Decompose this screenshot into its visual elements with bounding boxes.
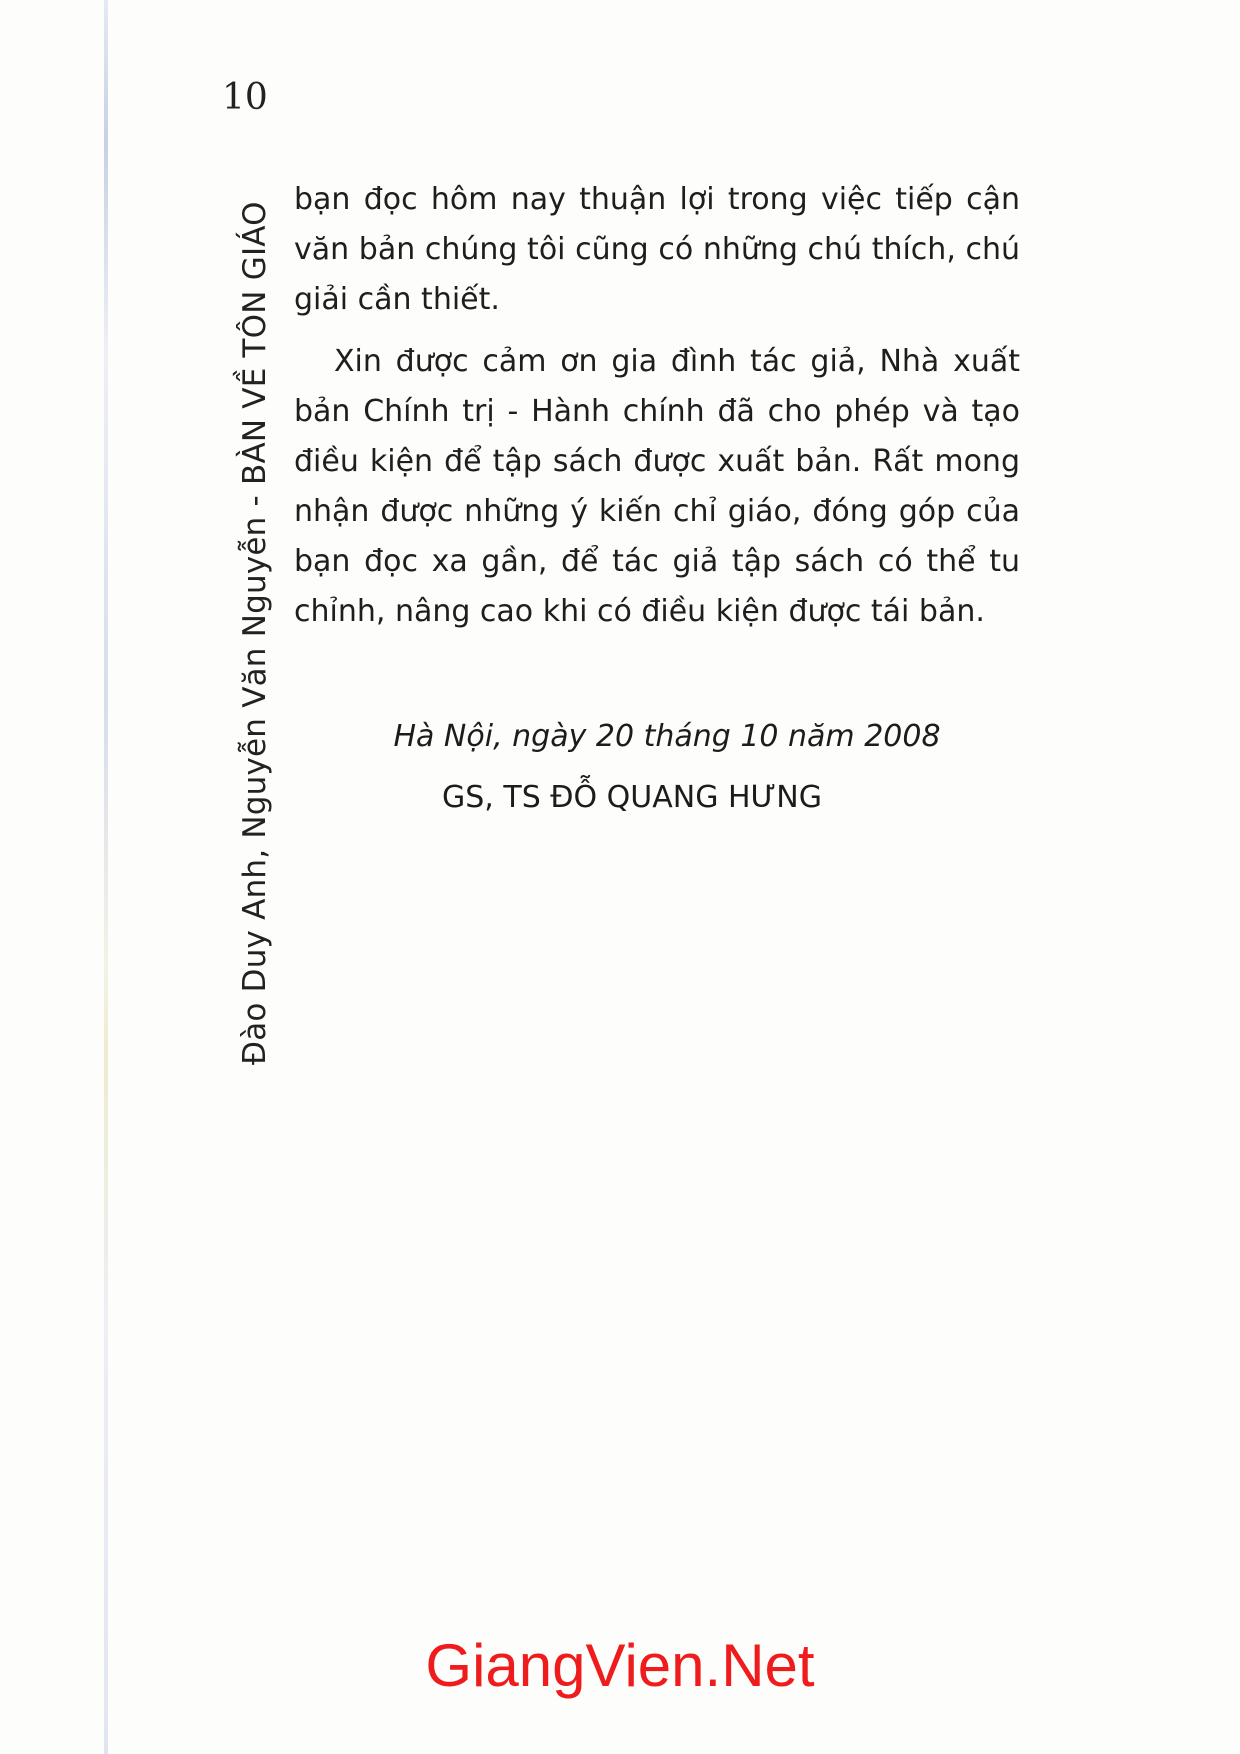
body-text [294, 175, 1020, 637]
author-signature: GS, TS ĐỖ QUANG HƯNG [442, 780, 822, 815]
page-number: 10 [222, 77, 268, 118]
scan-edge [104, 0, 108, 1754]
paragraph-2: Xin được cảm ơn gia đình tác giả, Nhà xuất bản Chính trị - Hành chính đã cho phép và tạo điều kiện để tập sách được xuất bản. Rất mong nhận được những ý kiến chỉ giáo, đóng góp của bạn đọc xa gần, để tác giả tập sách có thể tu chỉnh, nâng cao khi có điều kiện được tái bản. [294, 344, 1020, 629]
running-head: Đào Duy Anh, Nguyễn Văn Nguyễn - BÀN VỀ TÔN GIÁO [237, 201, 273, 1065]
site-watermark: GiangVien.Net [425, 1632, 815, 1699]
date-line: Hà Nội, ngày 20 tháng 10 năm 2008 [393, 719, 941, 754]
paragraph-1: bạn đọc hôm nay thuận lợi trong việc tiếp cận văn bản chúng tôi cũng có những chú thích, chú giải cần thiết. [294, 182, 1020, 317]
